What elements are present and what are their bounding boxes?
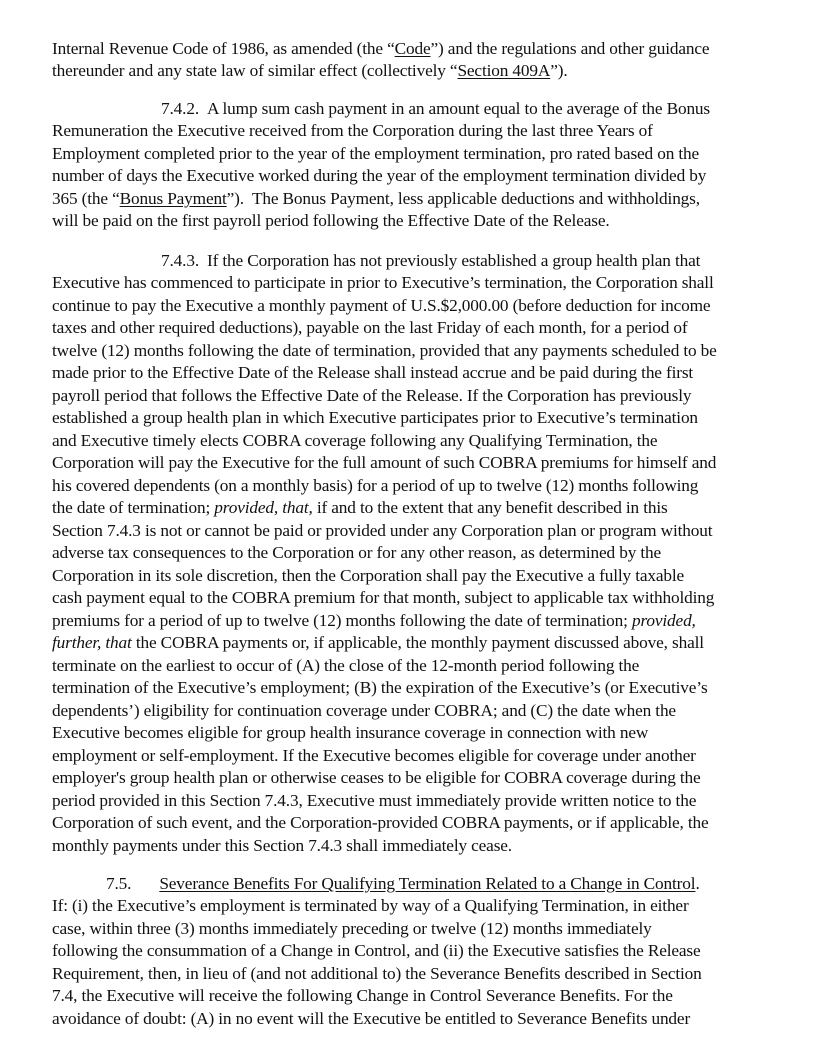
text-line: Employment completed prior to the year of the employment termination, pro rated based on the [52, 144, 700, 163]
section-number: 7.5. [106, 874, 132, 893]
text-line: payroll period that follows the Effective Date of the Release. If the Corporation has previously [52, 386, 692, 405]
section-number: 7.4.2. [161, 99, 199, 118]
text-line: monthly payments under this Section 7.4.3 shall immediately cease. [52, 836, 512, 855]
text-line: employment or self-employment. If the Executive becomes eligible for coverage under another [52, 746, 696, 765]
text-line: premiums for a period of up to twelve (12) months following the date of termination; provided, [52, 611, 696, 630]
defined-term-section-409a: Section 409A [457, 61, 551, 80]
text-line: established a group health plan in which Executive participates prior to Executive’s termination [52, 408, 698, 427]
text-line: Corporation will pay the Executive for the full amount of such COBRA premiums for himself and [52, 453, 717, 472]
proviso-italic: further, that [52, 633, 132, 652]
text-line: period provided in this Section 7.4.3, Executive must immediately provide written notice to the [52, 791, 697, 810]
text-line: cash payment equal to the COBRA premium for that month, subject to applicable tax withholding [52, 588, 715, 607]
text-line: Corporation in its sole discretion, then the Corporation shall pay the Executive a fully taxable [52, 566, 685, 585]
text-line: following the consummation of a Change in Control, and (ii) the Executive satisfies the Release [52, 941, 701, 960]
defined-term-bonus-payment: Bonus Payment [119, 189, 227, 208]
proviso-italic: provided, that, [214, 498, 313, 517]
text-line: made prior to the Effective Date of the Release shall instead accrue and be paid during the first [52, 363, 694, 382]
text-line: If: (i) the Executive’s employment is terminated by way of a Qualifying Termination, in either [52, 896, 689, 915]
section-heading-line: 7.5. Severance Benefits For Qualifying Termination Related to a Change in Control. [106, 874, 700, 893]
text-line: dependents’) eligibility for continuation coverage under COBRA; and (C) the date when the [52, 701, 676, 720]
text-line: thereunder and any state law of similar effect (collectively “Section 409A”). [52, 61, 568, 80]
text-line: and Executive timely elects COBRA coverage following any Qualifying Termination, the [52, 431, 658, 450]
text-line: terminate on the earliest to occur of (A) the close of the 12-month period following the [52, 656, 640, 675]
section-number: 7.4.3. [161, 251, 199, 270]
text-line: termination of the Executive’s employment; (B) the expiration of the Executive’s (or Executive’s [52, 678, 708, 697]
text-line: twelve (12) months following the date of termination, provided that any payments scheduled to be [52, 341, 717, 360]
text-line: will be paid on the first payroll period following the Effective Date of the Release. [52, 211, 610, 230]
text-line: avoidance of doubt: (A) in no event will the Executive be entitled to Severance Benefits under [52, 1009, 691, 1028]
text-line: employer's group health plan or otherwise ceases to be eligible for COBRA coverage during the [52, 768, 701, 787]
text-line: adverse tax consequences to the Corporation or for any other reason, as determined by the [52, 543, 662, 562]
section-heading: Severance Benefits For Qualifying Termination Related to a Change in Control [159, 874, 696, 893]
text-line: Corporation of such event, and the Corporation-provided COBRA payments, or if applicable, the [52, 813, 709, 832]
text-line: case, within three (3) months immediately preceding or twelve (12) months immediately [52, 919, 652, 938]
text-line: 365 (the “Bonus Payment”). The Bonus Payment, less applicable deductions and withholdings, [52, 189, 700, 208]
text-line: number of days the Executive worked during the year of the employment termination divided by [52, 166, 707, 185]
text-line: Internal Revenue Code of 1986, as amended (the “Code”) and the regulations and other guidance [52, 39, 710, 58]
text-line: Remuneration the Executive received from the Corporation during the last three Years of [52, 121, 653, 140]
text-line: Executive becomes eligible for group health insurance coverage in connection with new [52, 723, 649, 742]
text-line: Executive has commenced to participate in prior to Executive’s termination, the Corporation shall [52, 273, 714, 292]
text-line: taxes and other required deductions), payable on the last Friday of each month, for a period of [52, 318, 688, 337]
text-line: his covered dependents (on a monthly basis) for a period of up to twelve (12) months following [52, 476, 699, 495]
proviso-italic: provided, [631, 611, 696, 630]
text-line: Requirement, then, in lieu of (and not additional to) the Severance Benefits described in Section [52, 964, 702, 983]
text-line: 7.4.2. A lump sum cash payment in an amount equal to the average of the Bonus [161, 99, 711, 118]
text-line: continue to pay the Executive a monthly payment of U.S.$2,000.00 (before deduction for income [52, 296, 711, 315]
text-line: Section 7.4.3 is not or cannot be paid or provided under any Corporation plan or program without [52, 521, 713, 540]
text-line: further, that the COBRA payments or, if applicable, the monthly payment discussed above, shall [52, 633, 704, 652]
text-line: 7.4.3. If the Corporation has not previously established a group health plan that [161, 251, 701, 270]
text-line: 7.4, the Executive will receive the following Change in Control Severance Benefits. For the [52, 986, 673, 1005]
text-line: the date of termination; provided, that, if and to the extent that any benefit described in this [52, 498, 668, 517]
defined-term-code: Code [394, 39, 431, 58]
